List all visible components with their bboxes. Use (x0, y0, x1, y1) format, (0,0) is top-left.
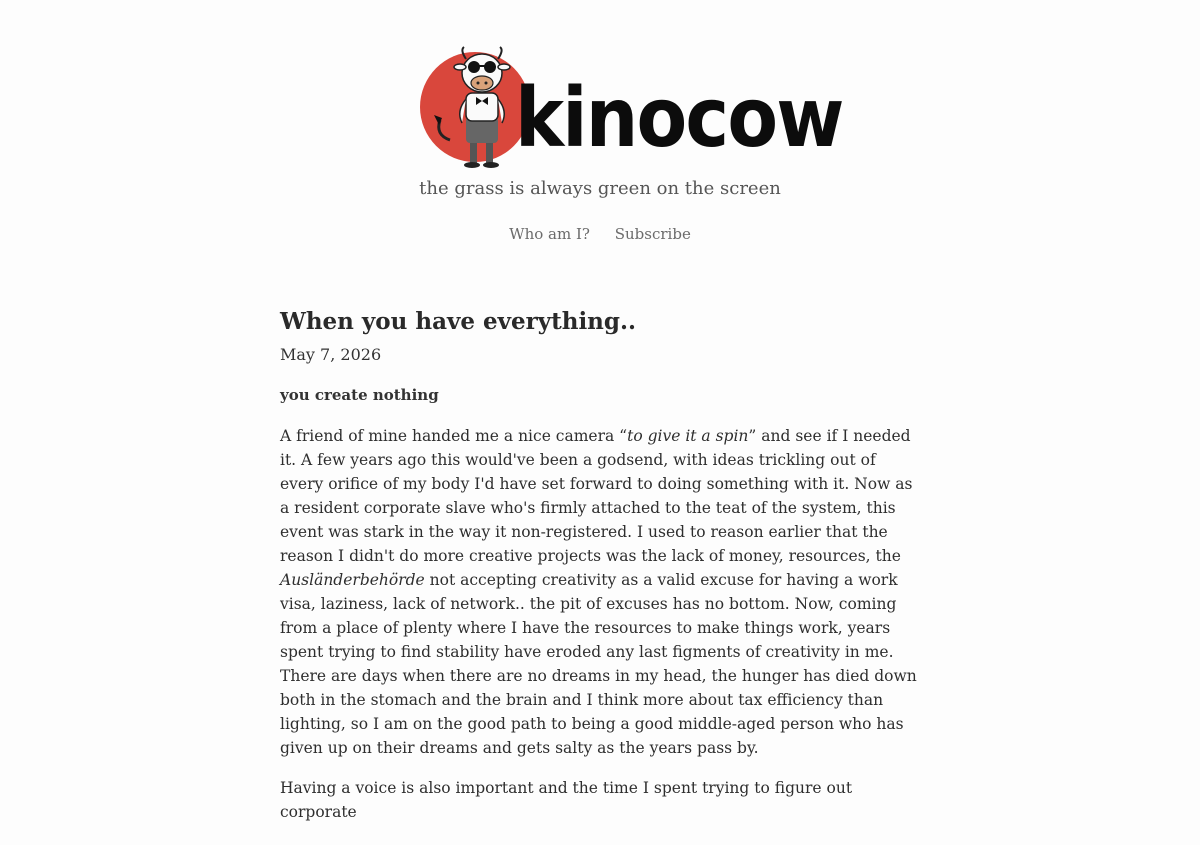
site-header (0, 45, 1200, 243)
nav-link-subscribe[interactable]: Subscribe (614, 225, 691, 243)
paragraph-text: ” and see if I needed it. A few years ago this would've been a godsend, with ideas trickling out of every orifice of my body I'd have set forward to doing something with it. Now as a resident corporate slave who's firmly attached to the teat of the system, this event was stark in the way it non-registered. I used to reason earlier that the reason I didn't do more creative projects was the lack of money, resources, the (280, 427, 913, 565)
nav-link-who-am-i[interactable]: Who am I? (509, 225, 590, 243)
post-date: May 7, 2026 (280, 345, 382, 364)
site-tagline: the grass is always green on the screen (419, 178, 781, 199)
post-title: When you have everything.. (280, 308, 636, 335)
site-brand-wordmark: kinocow (515, 71, 843, 166)
emphasis-term: Ausländerbehörde (280, 571, 425, 589)
post-paragraph-1 (280, 424, 920, 760)
post-paragraph-2: Having a voice is also important and the time I spent trying to figure out corporate (280, 779, 853, 821)
emphasis-quote: to give it a spin (627, 427, 749, 445)
main-nav (0, 225, 1200, 243)
paragraph-text: not accepting creativity as a valid excuse for having a work visa, laziness, lack of network.. the pit of excuses has no bottom. Now, coming from a place of plenty where I have the resources to make things work, years spent trying to find stability have eroded any last figments of creativity in me. There are days when there are no dreams in my head, the hunger has died down both in the stomach and the brain and I think more about tax efficiency than lighting, so I am on the good path to being a good middle-aged person who has given up on their dreams and gets salty as the years pass by. (280, 571, 917, 757)
post-article (280, 307, 920, 824)
paragraph-text: A friend of mine handed me a nice camera “ (280, 427, 628, 445)
site-logo[interactable] (420, 45, 843, 170)
post-subtitle: you create nothing (280, 386, 439, 404)
